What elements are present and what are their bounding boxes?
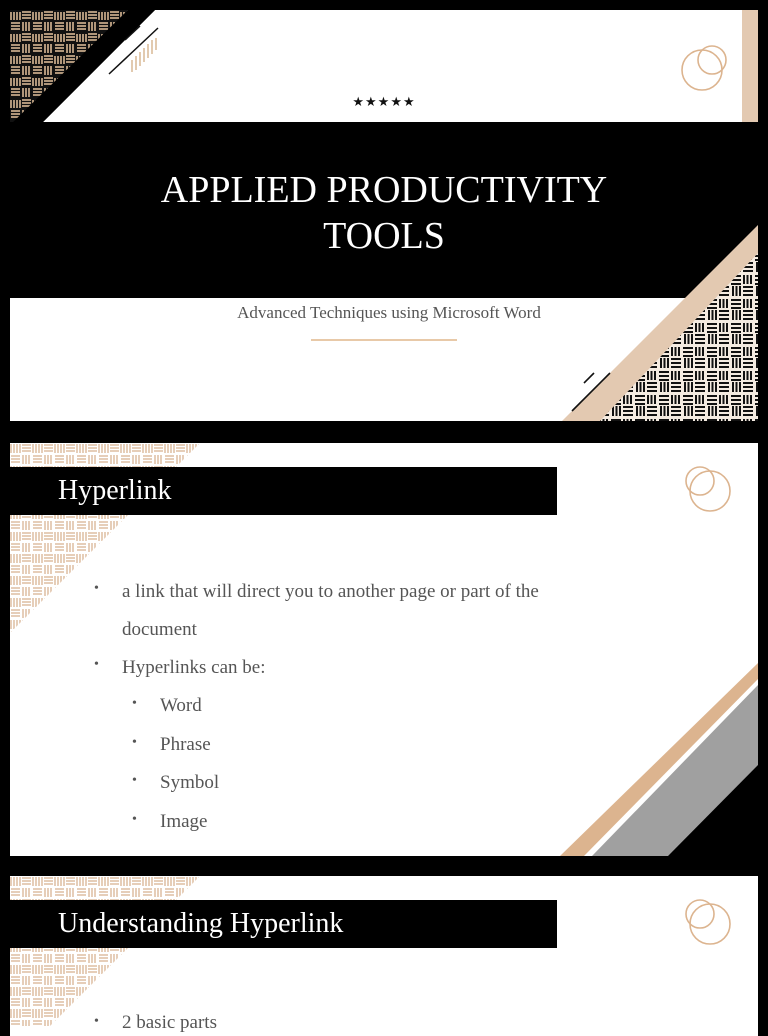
slide-heading: Understanding Hyperlink: [58, 908, 344, 939]
sub-bullet-item: Phrase: [160, 734, 211, 755]
sub-bullet-dot: •: [132, 696, 137, 711]
slide-understanding-hyperlink: [10, 876, 758, 1036]
bullet-item-continuation: document: [122, 619, 197, 640]
subtitle-underline: [311, 339, 457, 341]
sub-bullet-dot: •: [132, 735, 137, 750]
slide-heading: Hyperlink: [58, 475, 172, 506]
presentation-subtitle: Advanced Techniques using Microsoft Word: [237, 303, 541, 322]
circles-decoration: [680, 459, 740, 515]
circles-decoration: [680, 892, 740, 948]
diagonal-stripes-decoration: [550, 653, 758, 856]
stars-decoration: ★★★★★: [352, 94, 416, 109]
bullet-item: a link that will direct you to another page or part of the: [122, 581, 539, 602]
circles-decoration: [672, 36, 732, 96]
bullet-dot: •: [94, 657, 99, 672]
presentation-title: APPLIED PRODUCTIVITY TOOLS: [160, 169, 608, 257]
slide-hyperlink: [10, 443, 758, 856]
sub-bullet-item: Image: [160, 811, 208, 832]
slide-title: [10, 10, 758, 421]
bullet-dot: •: [94, 1014, 99, 1029]
weave-pattern-bottom-right: [550, 225, 758, 421]
sub-bullet-item: Symbol: [160, 772, 220, 793]
bullet-item: Hyperlinks can be:: [122, 657, 266, 678]
bullet-dot: •: [94, 581, 99, 596]
bullet-item: 2 basic parts: [122, 1012, 217, 1033]
sub-bullet-item: Word: [160, 695, 202, 716]
weave-pattern-left: [10, 876, 210, 1026]
weave-pattern-top-left: [10, 10, 180, 130]
sub-bullet-dot: •: [132, 812, 137, 827]
sub-bullet-dot: •: [132, 773, 137, 788]
